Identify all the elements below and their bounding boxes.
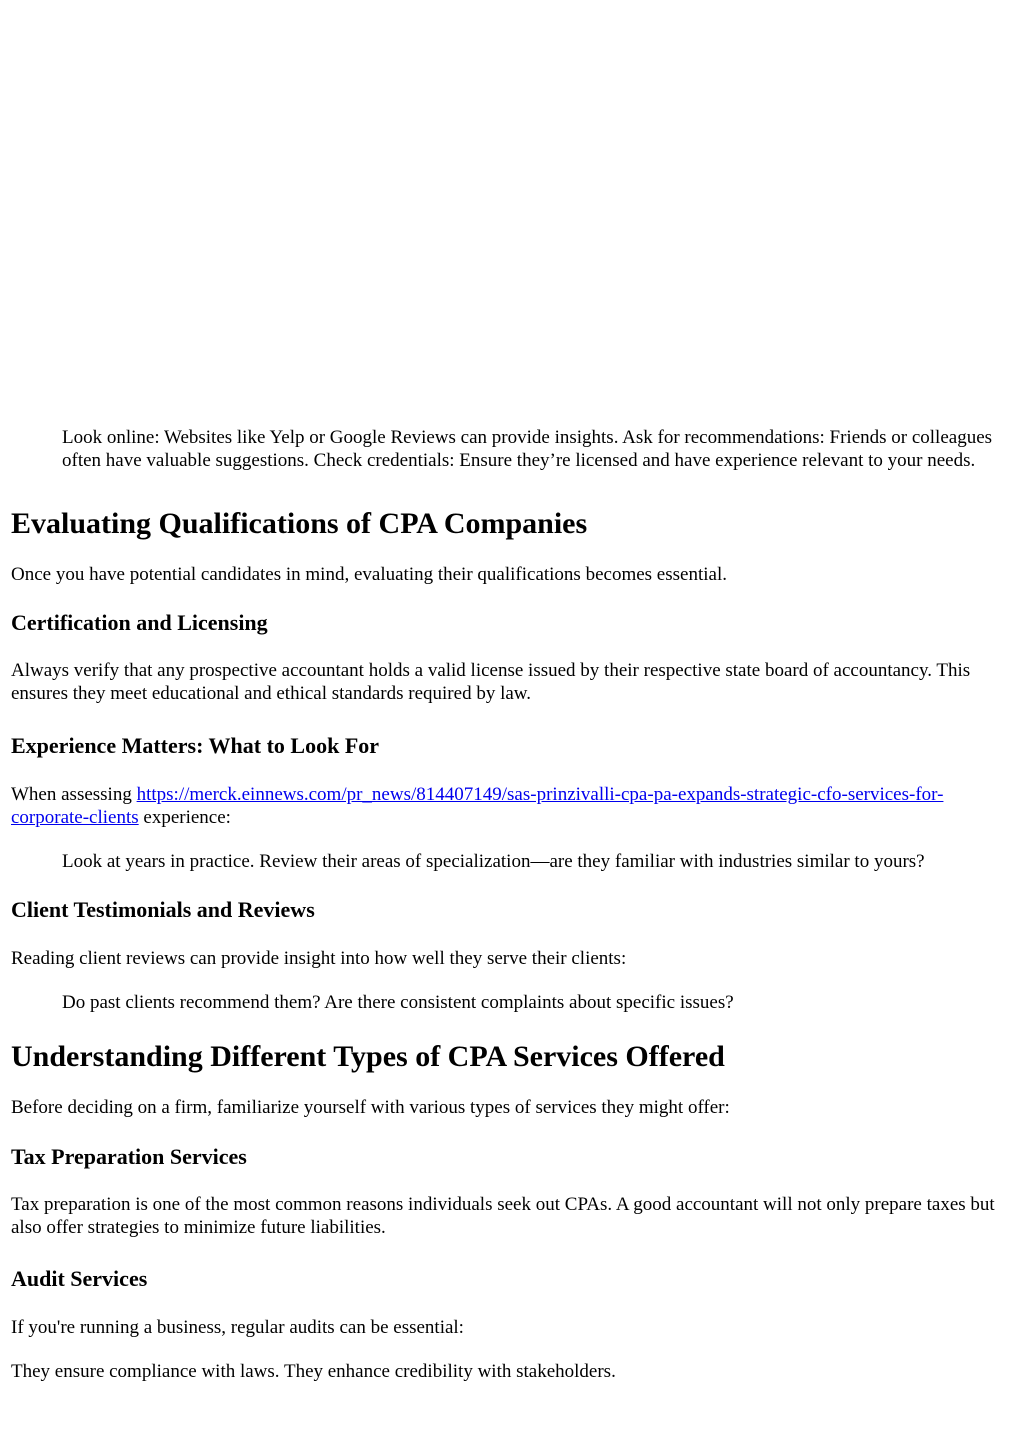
testimonials-list: Do past clients recommend them? Are there consistent complaints about specific issues? <box>62 992 734 1013</box>
testimonials-body: Reading client reviews can provide insight into how well they serve their clients: <box>11 948 627 969</box>
tax-body: Tax preparation is one of the most common reasons individuals seek out CPAs. A good accountant will not only prepare taxes but also offer strategies to minimize future liabilities. <box>11 1194 995 1238</box>
heading-certification: Certification and Licensing <box>11 610 268 635</box>
experience-paragraph <box>11 783 1016 829</box>
heading-audit-services: Audit Services <box>11 1266 148 1291</box>
audit-list: They ensure compliance with laws. They enhance credibility with stakeholders. <box>11 1361 616 1382</box>
heading-understanding-services: Understanding Different Types of CPA Services Offered <box>11 1040 725 1073</box>
services-intro: Before deciding on a firm, familiarize yourself with various types of services they might offer: <box>11 1097 730 1118</box>
heading-testimonials: Client Testimonials and Reviews <box>11 897 315 922</box>
experience-trail: experience: <box>138 807 231 828</box>
document-page <box>11 0 1016 1383</box>
evaluating-intro: Once you have potential candidates in mind, evaluating their qualifications becomes essential. <box>11 564 727 585</box>
certification-body: Always verify that any prospective accountant holds a valid license issued by their respective state board of accountancy. This ensures they meet educational and ethical standards required by law. <box>11 660 971 704</box>
article-link[interactable]: https://merck.einnews.com/pr_news/814407149/sas-prinzivalli-cpa-pa-expands-strategic-cfo-services-for-corporate-clients <box>11 784 944 828</box>
heading-experience: Experience Matters: What to Look For <box>11 733 380 758</box>
audit-body: If you're running a business, regular audits can be essential: <box>11 1317 464 1338</box>
heading-evaluating-qualifications: Evaluating Qualifications of CPA Companies <box>11 507 588 540</box>
intro-list: Look online: Websites like Yelp or Google Reviews can provide insights. Ask for recommendations: Friends or colleagues often have valuable suggestions. Check credentials: Ensure they’re licensed and have experience relevant to your needs. <box>62 427 993 471</box>
experience-list: Look at years in practice. Review their areas of specialization—are they familiar with industries similar to yours? <box>62 851 925 872</box>
blank-area <box>11 0 1016 426</box>
experience-lead: When assessing <box>11 784 137 805</box>
heading-tax-preparation: Tax Preparation Services <box>11 1144 247 1169</box>
